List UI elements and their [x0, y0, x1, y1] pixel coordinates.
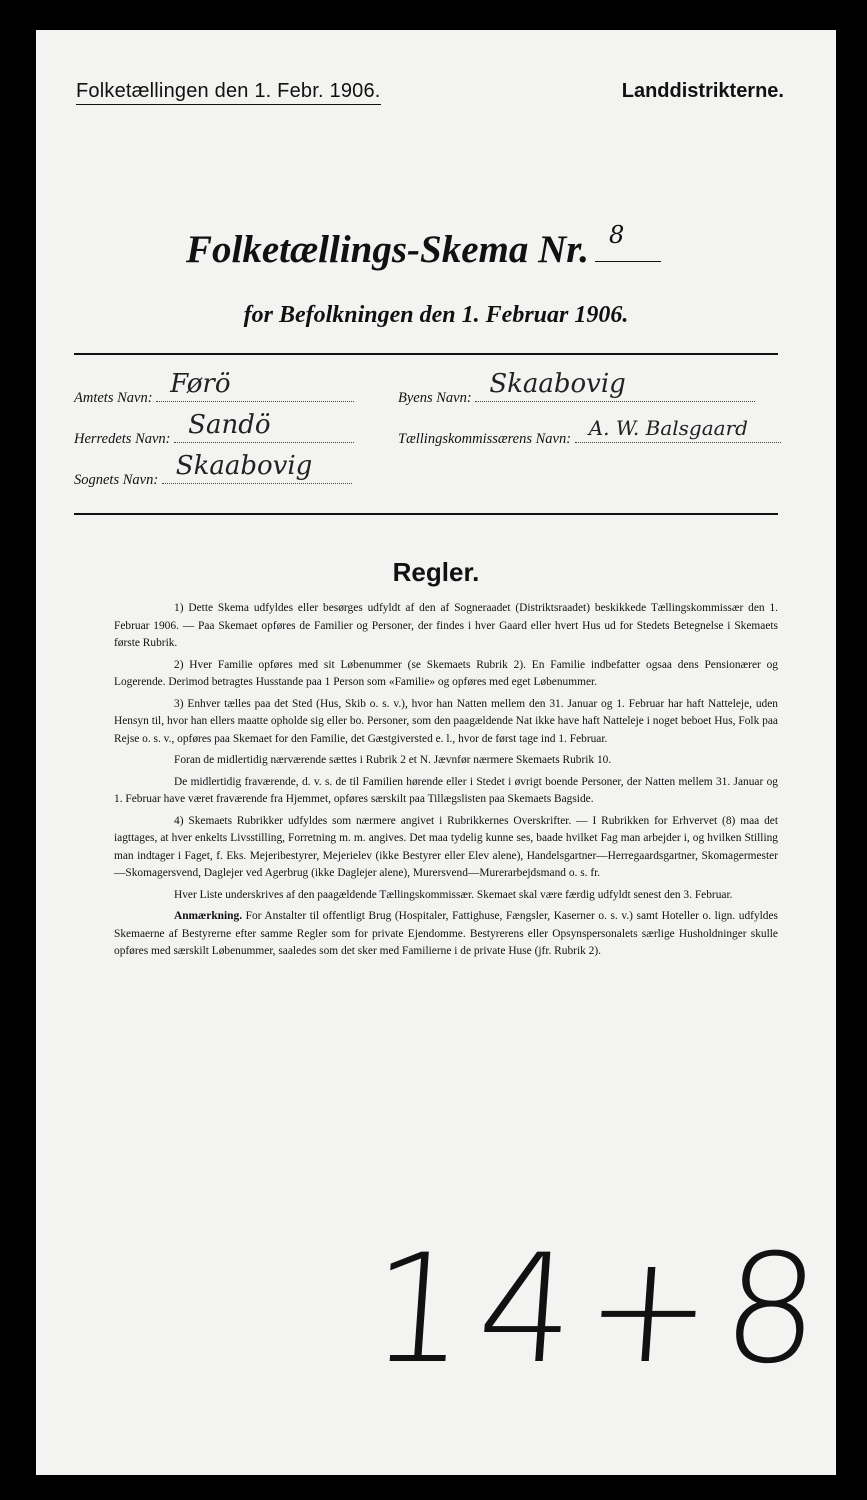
form-subtitle: for Befolkningen den 1. Februar 1906.: [243, 302, 629, 328]
divider-top: [74, 353, 778, 355]
sogn-line: [162, 451, 352, 484]
rule-4: 4) Skemaets Rubrikker udfyldes som nærmere angivet i Rubrikkernes Overskrifter. — I Rubrikken for Erhvervet (8) maa det iagttages, at hver enkelts Livsstilling, Forretning m. m. angives. Det maa tydelig kunne ses, baade hvilket Fag man arbejder i, og hvilken Stilling man indtager i Faget, f. Eks. Mejeribestyrer, Mejerielev (ikke Bestyrer eller Elev alene), Handelsgartner—Herregaardsgartner, Skomagermester—Skomagersvend, Daglejer ved Agerbrug (ikke Daglejer alene), Murersvend—Murerarbejdsmand o. s. fr.: [114, 814, 778, 879]
form-number: 8: [609, 221, 625, 249]
divider-bottom: [74, 513, 778, 515]
sogn-label: Sognets Navn:: [74, 472, 159, 488]
amt-value: Førö: [170, 369, 231, 399]
form-number-field: [595, 221, 661, 262]
district-type: Landdistrikterne.: [621, 80, 784, 102]
census-title: Folketællingen den 1. Febr. 1906.: [76, 80, 381, 105]
by-label: Byens Navn:: [398, 390, 472, 406]
kommissaer-field: [398, 416, 781, 448]
form-title-text: Folketællings-Skema Nr.: [186, 228, 590, 271]
sogn-field: [74, 451, 352, 489]
note-label: Anmærkning.: [174, 910, 243, 922]
amt-field: [74, 369, 354, 407]
sogn-value: Skaabovig: [175, 451, 313, 481]
note: [114, 908, 778, 961]
note-text: For Anstalter til offentligt Brug (Hospitaler, Fattighuse, Fængsler, Kaserner o. s. v.) samt Hoteller o. lign. udfyldes Skemaerne af Bestyrerne efter samme Regler som for private Ejendomme. Bestyrerens eller Opsynspersonalets særlige Husholdninger skulle opføres med særskilt Løbenummer, saaledes som det sker med Familierne i de private Huse (jfr. Rubrik 2).: [114, 910, 778, 957]
kommissaer-value: A. W. Balsgaard: [588, 416, 748, 440]
kommissaer-label: Tællingskommissærens Navn:: [398, 431, 572, 447]
rule-4b: Hver Liste underskrives af den paagældende Tællingskommissær. Skemaet skal være færdig udfyldt senest den 3. Februar.: [174, 888, 733, 901]
form-title: [186, 221, 661, 272]
herred-value: Sandö: [188, 410, 271, 440]
rules-body: [114, 600, 778, 965]
by-field: [398, 369, 755, 407]
amt-label: Amtets Navn:: [74, 390, 153, 406]
handwritten-reference-number: 14+8: [364, 1223, 838, 1397]
rule-3c: De midlertidig fraværende, d. v. s. de til Familien hørende eller i Stedet i øvrigt boende Personer, der Natten mellem 31. Januar og 1. Februar have været fraværende fra Hjemmet, opføres særskilt paa Tillægslisten paa Skemaets Bagside.: [114, 775, 778, 805]
census-form-page: [36, 30, 836, 1475]
rule-3b: Foran de midlertidig nærværende sættes i Rubrik 2 et N. Jævnfør nærmere Skemaets Rubrik 10.: [174, 754, 612, 766]
herred-line: [174, 410, 354, 443]
amt-line: [156, 369, 354, 402]
rules-heading: Regler.: [392, 557, 480, 587]
rule-2: 2) Hver Familie opføres med sit Løbenummer (se Skemaets Rubrik 2). En Familie indbefatter ogsaa dens Pensionærer og Logerende. Derimod betragtes Husstande paa 1 Person som «Familie» og opføres med eget Løbenummer.: [114, 658, 778, 688]
kommissaer-line: [575, 416, 781, 443]
by-value: Skaabovig: [489, 369, 626, 399]
herred-field: [74, 410, 354, 448]
rule-3: 3) Enhver tælles paa det Sted (Hus, Skib o. s. v.), hvor han Natten mellem den 31. Januar og 1. Februar har haft Natteleje, uden Hensyn til, hvor han ellers maatte opholde sig eller bo. Personer, som den paagældende Nat ikke have haft Natteleje i noget beboet Hus, Folk paa Rejse o. s. v., opføres paa Skemaet for den Familie, det Gæstgiversted e. l., hvor de først tage ind 1. Februar.: [114, 697, 778, 745]
by-line: [475, 369, 755, 402]
rule-1: 1) Dette Skema udfyldes eller besørges udfyldt af den af Sogneraadet (Distriktsraadet) beskikkede Tællingskommissær den 1. Februar 1906. — Paa Skemaet opføres de Familier og Personer, der findes i hver Gaard eller hvert Hus ud for Stedets Betegnelse i Skemaets første Rubrik.: [114, 602, 778, 649]
herred-label: Herredets Navn:: [74, 431, 171, 447]
